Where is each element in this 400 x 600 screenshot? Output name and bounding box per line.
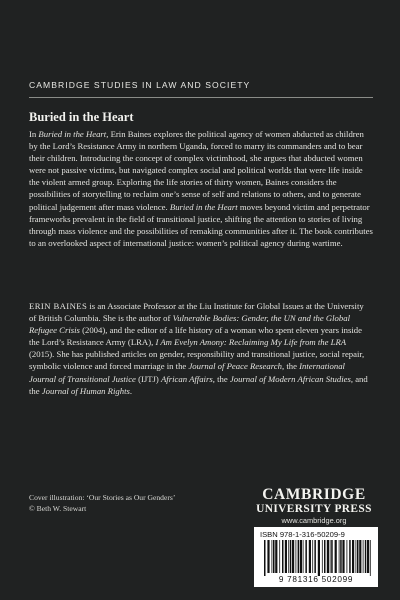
book-title: Buried in the Heart <box>29 110 134 124</box>
barcode-bar <box>331 540 333 573</box>
series-rule <box>29 97 373 98</box>
text-run: (IJTJ) <box>135 373 161 384</box>
cover-credit-line-2: © Beth W. Stewart <box>29 503 87 513</box>
italic-title-text: African Affairs <box>161 373 213 384</box>
barcode-icon <box>264 540 372 576</box>
barcode-bar <box>347 540 348 573</box>
series-title: CAMBRIDGE STUDIES IN LAW AND SOCIETY <box>29 80 251 90</box>
publisher-url: www.cambridge.org <box>281 516 347 525</box>
barcode-bar <box>324 540 326 573</box>
publisher-name: CAMBRIDGE <box>262 486 366 503</box>
barcode-bar <box>327 540 329 573</box>
barcode-bar <box>272 540 273 573</box>
italic-title-text: International Journal of Transitional Justice <box>29 361 345 384</box>
barcode-bar <box>264 540 266 576</box>
text-run: is an Associate Professor at the Liu Institute for Global Issues at the University of British Columbia. She is the author of <box>29 301 364 324</box>
text-run: , and the <box>29 373 368 396</box>
barcode-bar <box>312 540 313 573</box>
italic-title-text: Buried in the Heart <box>169 201 238 212</box>
cover-credit <box>29 493 175 514</box>
barcode-bar <box>300 540 302 573</box>
barcode-bar <box>356 540 357 573</box>
barcode-bar <box>370 540 371 576</box>
barcode-bar <box>267 540 269 573</box>
barcode-bar <box>285 540 287 573</box>
barcode-bar <box>340 540 342 573</box>
barcode-bar <box>357 540 359 573</box>
text-run: (2015). She has published articles on gender, responsibility and transitional justice, social repair, symbolic violence and forced marriage in the <box>29 349 365 372</box>
barcode-bar <box>330 540 331 573</box>
isbn-barcode-box <box>254 527 378 587</box>
italic-title-text: Buried in the Heart <box>38 129 107 139</box>
text-run: moves beyond victim and perpetrator frameworks prevalent in the field of transitional justice, shifting the attention to stories of living through mass violence and the possibilities of remaking communities after it. The book contributes to an overlooked aspect of international justice: women’s political agency during wartime. <box>29 201 373 248</box>
barcode-bar <box>309 540 311 573</box>
barcode-bar <box>288 540 289 573</box>
barcode-bar <box>342 540 344 573</box>
text-run: , Erin Baines explores the political agency of women abducted as children by the Lord’s Resistance Army in northern Uganda, forced to marry its commanders and to bear their children. Introducing the concept of complex victimhood, she argues that abducted women were not passive victims, but navigated complex social and political worlds that were life inside the violent armed group. Exploring the life stories of thirty women, Baines considers the possibilities of storytelling to reclaim one’s sense of self and relations to others, and to generate political judgement after mass violence. <box>29 129 364 212</box>
italic-title-text: Journal of Peace Research <box>188 361 282 372</box>
cover-credit-line-1: Cover illustration: ‘Our Stories as Our Genders’ <box>29 493 176 502</box>
isbn-label: ISBN 978-1-316-50209-9 <box>260 530 345 539</box>
barcode-bar <box>275 540 277 573</box>
publisher-logo <box>252 487 376 525</box>
barcode-digits: 9 781316 502099 <box>278 575 354 584</box>
italic-title-text: Journal of Human Rights <box>41 385 130 396</box>
italic-title-text: Vulnerable Bodies: Gender, the UN and the Global Refugee Crisis <box>29 313 350 336</box>
barcode-bar <box>349 540 351 573</box>
barcode-bar <box>282 540 284 573</box>
barcode-bar <box>352 540 354 573</box>
author-name: ERIN BAINES <box>29 301 88 311</box>
barcode-bar <box>322 540 323 573</box>
author-bio-paragraph <box>29 300 373 397</box>
barcode-bar <box>305 540 307 573</box>
barcode-bar <box>359 540 361 573</box>
barcode-bar <box>314 540 316 573</box>
barcode-bar <box>303 540 304 573</box>
barcode-bar <box>339 540 340 573</box>
barcode-bar <box>292 540 294 573</box>
italic-title-text: Journal of Modern African Studies <box>229 373 351 384</box>
barcode-bar <box>290 540 292 573</box>
text-run: In <box>29 129 39 139</box>
publisher-press: UNIVERSITY PRESS <box>256 503 372 515</box>
barcode-bar <box>365 540 367 573</box>
italic-title-text: I Am Evelyn Amony: Reclaiming My Life from the LRA <box>155 337 347 348</box>
barcode-bar <box>335 540 337 573</box>
barcode-bar <box>318 540 320 576</box>
barcode-bar <box>296 540 297 573</box>
text-run: . <box>129 385 133 396</box>
barcode-bar <box>279 540 280 573</box>
text-run: , the <box>281 361 300 372</box>
text-run: , the <box>212 373 230 384</box>
barcode-bar <box>298 540 300 573</box>
barcode-bar <box>367 540 369 573</box>
text-run: (2004), and the editor of a life history of a woman who spent eleven years inside the Lord’s Resistance Army (LRA), <box>29 325 362 348</box>
barcode-bar <box>363 540 364 573</box>
barcode-bar <box>273 540 275 573</box>
blurb-paragraph <box>29 128 373 249</box>
